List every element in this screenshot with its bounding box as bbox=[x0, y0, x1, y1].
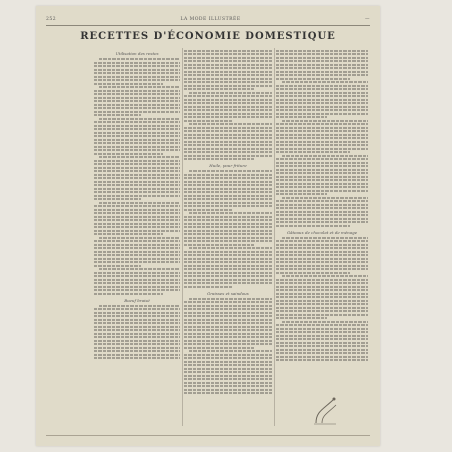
header-rule bbox=[46, 25, 370, 26]
text-column-1 bbox=[94, 48, 180, 432]
journal-name: LA MODE ILLUSTRÉE bbox=[180, 16, 241, 22]
section-heading: Huile, pour friture bbox=[209, 163, 247, 168]
text-column-3 bbox=[276, 48, 368, 432]
decorative-ornament-icon bbox=[312, 395, 338, 425]
column-divider bbox=[182, 48, 183, 426]
page-number: 252 bbox=[46, 16, 57, 22]
newspaper-page bbox=[36, 6, 380, 446]
page-title: RECETTES D'ÉCONOMIE DOMESTIQUE bbox=[80, 31, 336, 42]
column-divider bbox=[274, 48, 275, 426]
section-heading: Utilisation des restes bbox=[115, 51, 159, 56]
footer-rule bbox=[46, 435, 370, 436]
right-mark: — bbox=[364, 16, 370, 22]
section-heading: Boeuf braisé bbox=[124, 297, 150, 303]
running-head bbox=[46, 15, 370, 23]
text-column-2 bbox=[184, 48, 272, 432]
section-heading: Gâteaux de chocolat et de ménage bbox=[286, 229, 358, 235]
section-heading: Graisses et saindoux bbox=[207, 290, 249, 296]
